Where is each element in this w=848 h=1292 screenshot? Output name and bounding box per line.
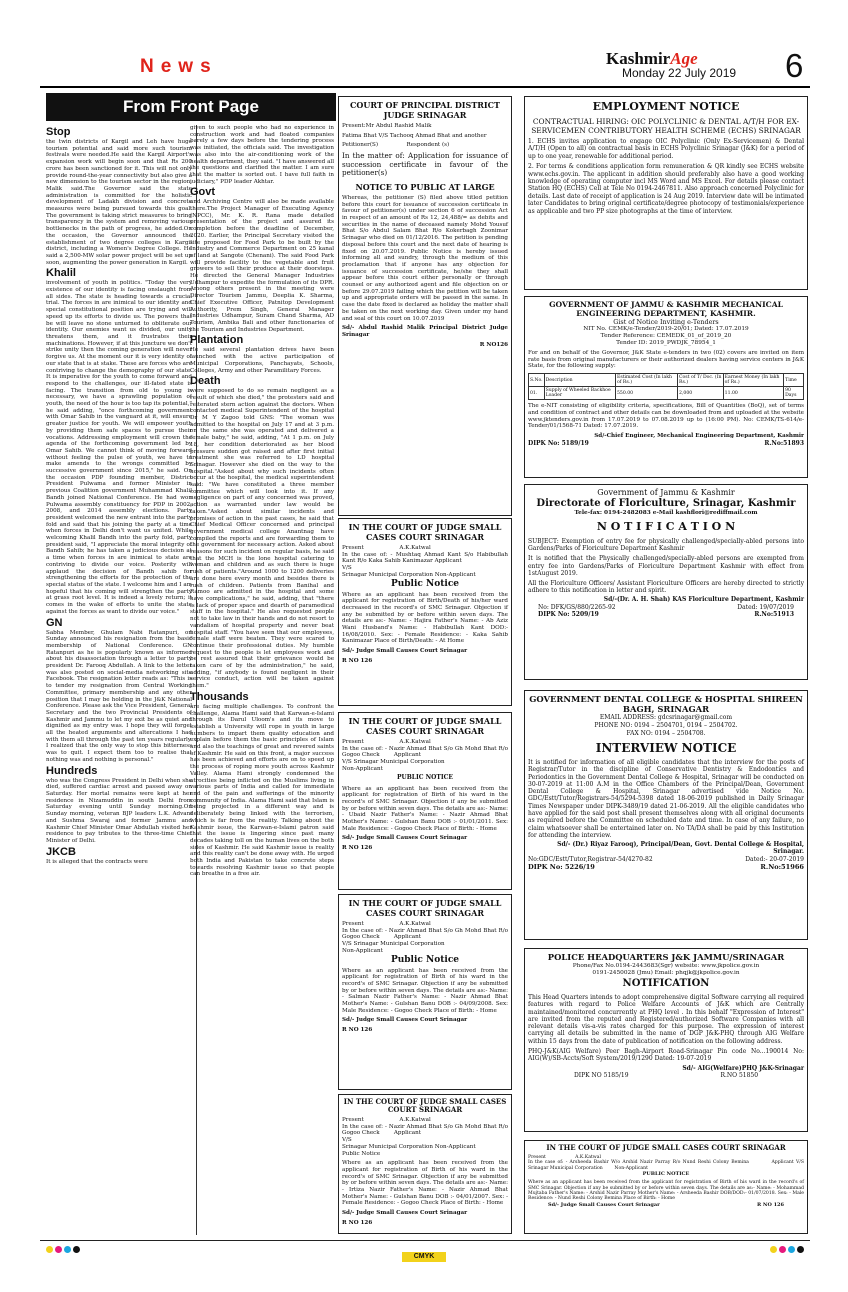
notice-para-2: 2. For terms & conditions application form remuneration & QR kindly see ECHS website www.echs.gov.in. The applicant in addition should preferably also have a good working knowledge of operating computer incl MS Word and MS Excel. For details please contact Station HQ (ECHS) Cell at Tele No 0194-2467811. Also approach concerned Polyclinic for details. Last date of receipt of application is 24 Aug 2019. Interview date will be intimated later Candidates to bring original certificate/degree photocopy of testimonials/experience as applicable and two PP size photographs at the time of interview.	[528, 163, 805, 215]
notice-footer	[528, 863, 804, 871]
story-heading: Stop	[46, 126, 71, 138]
story-text: It is alleged that the contracts were	[46, 858, 148, 865]
rno-number: R.No:51893	[764, 439, 804, 447]
notice-sign: Sd/- (Dr.) Riyaz Farooq), Principal/Dean, Govt. Dental College & Hospital, Srinagar.	[557, 841, 804, 855]
issue-date: Monday 22 July 2019	[622, 66, 737, 80]
notice-intro: For and on behalf of the Governor, J&K State e-tenders in two (02) covers are invited on item rate basis from original manufacturers or their authorized dealers having service centers in J&K State, for the following supply:	[528, 350, 804, 370]
notice-sign: Sd/- AIG(Welfare)PHQ J&K-Srinagar	[682, 1064, 804, 1072]
notice-title: Directorate of Floriculture, Srinagar, Kashmir	[536, 498, 796, 509]
notice-title: IN THE COURT OF JUDGE SMALL CASES COURT SRINAGAR	[546, 1143, 786, 1152]
notice-body: Whereas, the petitioner (S) filed above titled petition before this court for issuance of succession certificate in favour of petitioner(s) under section 6 of succession Act in respect of an amount of Rs 12, 24,488/= as debits and securities in the name of deceased namely Mohd Yousuf Bhat S/o Abdul Salam Bhat R/o Kokerbagh Zoonimar Srinagar who died on 01/12/2016. The petition is pending disposal before this court and the next date of hearing is fixed on 20.07.2019. Public Notice is hereby issued informing all and sundry, through the medium of this proclamation that if anyone has any objection for issuance of succession certificate, he/she they shall appear before this court either personally or through counsel or any authorized agent and file objection on or before 29.07.2019 failing which the petition will be taken up and appropriate orders will be passed in the same. In case the date fixed is declared as holiday the matter shall be taken on the next working day. Given under my hand and seal of this court on 10.07.2019	[342, 194, 508, 322]
notice-subtitle: CONTRACTUAL HIRING: OIC POLYCLINIC & DENTAL A/T/H FOR EX-SERVICEMEN CONTRIBUTORY HEALTH SCHEME (ECHS) SRINAGAR	[531, 117, 801, 135]
story-heading: Hundreds	[46, 764, 98, 777]
notice-heading: Public Notice	[390, 578, 460, 589]
notice-heading: PUBLIC NOTICE	[396, 773, 454, 781]
story-text: were supposed to do so remain negligent as a result of which she died," the protesters said and reiterated stern action against the doctors. When contacted medical Superintendent of the hospital Dr M Y Zagoo told GNS: "The woman was admitted to the hospital on July 17 and at 3 p.m. on the same she was operated and delivered a female baby," he said, adding, "At 1 p.m. on July 18, her condition deteriorated as her blood pressure sudden got raised and after first initial treatment she was referred to LD hospital Srinagar. However she died on the way to the hospital."Asked about why such incidents often occur at the hospital, the medical superintendent said: "We have constituted a three member committee which will look into it. If any negligence on part of any concerned was proved, action as warranted under law would be taken."Asked about similar incidents and promises of action in the past cases, he said that Chief Medical Officer concerned and principal government medical college Anantnag have compiled the reports and are forwarding them to the government for necessary action. Asked about reasons for such incident on regular basis, he said that the MCH is the lone hospital catering to woman and children and as such there is huge rush of patients."Around 1000 to 1200 deliveries are done here every month and besides there is rush of children. Patients from Banihal and Ramoo are admitted in the hospital and some have complications," he said, adding, that "there is lack of proper space and dearth of paramedical staff in the hospital." He also requested people not to take law in their hands and do not resort to vandalism of hospital property and never beat hospital staff. "You have seen that our employees, female staff were beaten. They were scared to continue their professional duties. My humble request to the people is let employees work and be rest assured that their grievance would be taken care of by the administration," he said, adding, "if anybody is found negligent in their service conduct, action will be taken against them."	[190, 388, 334, 690]
notice-footer	[528, 611, 804, 618]
court-notice-small-1	[338, 518, 512, 706]
dipk-number: DIPK NO 5185/19	[573, 1072, 629, 1080]
story-text: given to such people who had no experience in construction work and had floated companies barely a few days before the tendering process was initiated, the officials said. The investigation was also into the air-conditioning work of the health department, they said. "I have answered all the questions and clarified the matter. I am sure that the matter is sorted out. I have full faith in judiciary," PDP leader Akhtar.	[190, 125, 334, 185]
notice-parties: Petitioner(S) Respondent (s)	[342, 142, 450, 149]
notice-title: IN THE COURT OF JUDGE SMALL CASES COURT SRINAGAR	[348, 898, 502, 918]
notice-body: This Head Quarters intends to adopt comprehensive digital Software carrying all required features with regard to Police Welfare Accounts of J&K which are Centrally maintained/monitored concurrently at PHQ level . In this behalf "Expression of Interest" are invited from the reputed and Registered/authorized Software Companies with all relevant details vis-a-vis rates charged for this purpose. The expression of interest carrying all details be submitted in the name of DGP J&K-PHQ through AIG Welfare within 15 days from the date of publication of notification on the following address.	[528, 994, 804, 1045]
rno-number: R NO 126	[757, 1201, 784, 1208]
table-header: Earnest Money (In lakh of Rs.)	[723, 374, 783, 387]
notice-para-1: 1. ECHS invites application to engage OIC Polyclinic (Only Ex-Servicemen) & Dental A/T/H (Open to all) on contractual basis in ECHS Polyclinic Srinagar (J&K) for a period of up to one year, renewable for additional period.	[528, 138, 804, 160]
notice-body: Where as an applicant has been received from the applicant for registration of Birth of his ward in the record's of SMC Srinagar. Objection if any be submitted by or before within seven days. The details are as:- Name: - Ubaid Nazir Father's Name: - Nazir Ahmad Bhat Mother's Name: - Gulshan Banu DOB :- 01/01/2011. Sex: Male Residence: - Gogoo Check Place of Birth: - Home	[342, 785, 508, 832]
notice-body: Where as an applicant has been received from the applicant for registration of Birth of his ward in the record's of SMC Srinagar. Objection if any be submitted by or before within seven days. The details are as:- Name: - Mohammad Mujtaba Father's Name: - Arshid Nazir Parray Mother's Name: - Arsheeda Bashir DOB/DOD:- 01/07/2018. Sex: - Male Residence: - Nund Reshi Colony Bemina Place of Birth: - Home	[528, 1180, 804, 1202]
table-header: Cost of T/ Doc. (In Rs.)	[679, 375, 722, 386]
story-text: Sabha Member, Ghulam Nabi Ratanpuri, on Sunday announced his resignation from the basic membership of National Conference. GN Ratanpuri as he is popularly known as informed about his disassociation through a letter to party president Dr. Farooq Abdullah. A link to the letter was also posted on social-media networking site Facebook. The resignation letter reads as: "This is to tender my resignation from Central Working Committee, primary membership and any other position that I may be holding in the J&K National Conference. Please ask the Vice President, General Secretary and the two Provincial Presidents of Kashmir and Jammu to let my exit be as quiet and dignified as my entry was. I hope they will forget all the heated arguments and altercations I had with them all through the past ten years regularly. I realized that the only way to stop this bitterness was to quit. I expect them too to realise that nothing was and nothing is personal."	[46, 629, 192, 763]
news-column-1	[46, 125, 192, 1235]
notice-no: No:GDC/Estt/Tutor,Registrar-54/4270-82	[528, 855, 653, 863]
table-cell: Supply of Wheeled Backhoe Loader	[544, 387, 615, 400]
table-cell: 2,000	[678, 387, 724, 400]
magenta-dot	[55, 1246, 62, 1253]
notice-ref-row	[528, 856, 804, 863]
table-row	[529, 387, 804, 400]
notice-sign: Sd/- Judge Small Causes Court Srinagar	[548, 1201, 660, 1208]
table-header: Estimated Cost (In lakh of Rs.)	[616, 374, 678, 387]
notice-para-2: All the Floriculture Officers/ Assistant Floriculture Officers are hereby directed to strictly adhere to this notification in letter and spirit.	[528, 580, 804, 595]
notice-heading: N O T I F I C A T I O N	[596, 520, 736, 533]
tender-notice	[524, 296, 808, 478]
notice-title: POLICE HEADQUARTERS J&K JAMMU/SRINAGAR	[547, 952, 785, 962]
notice-body: Where as an applicant has been received from the applicant for registration of Birth of his ward in the record's of SMC Srinagar. Objection if any be submitted by or before within seven days. The details are as:- Name: - Irtiza Nazir Father's Name: - Nazir Ahmad Bhat Mother's Name: - Gulshan Banu DOB :- 04/01/2007. Sex: - Female Residence: - Gogoo Check Place of Birth: - Home	[342, 1160, 508, 1207]
story-heading: Plantation	[190, 334, 244, 347]
notice-gov: Government of Jammu & Kashmir	[597, 488, 735, 497]
dipk-number: DIPK No: 5226/19	[528, 862, 595, 871]
rno-number: R.No:51966	[760, 862, 804, 871]
notice-phone: PHONE NO: 0194 – 2504701, 0194 – 2504702.	[594, 722, 738, 729]
notice-rno: R NO 126	[342, 657, 373, 664]
table-header: Time	[784, 374, 804, 387]
logo-accent: Age	[670, 49, 698, 68]
notice-footer	[528, 1202, 804, 1208]
notice-rno: R NO 126	[342, 845, 373, 852]
notice-sign: Sd/- Judge Small Causes Court Srinagar	[342, 835, 468, 842]
story-heading: GN	[46, 616, 63, 629]
table-cell: 11.00	[723, 387, 783, 400]
rno-number: R.NO 51850	[720, 1072, 759, 1080]
dipk-number: DIPK No: 5189/19	[528, 439, 589, 447]
notice-sign: Sd/-(Dr. A. H. Shah) KAS Floriculture Department, Kashmir	[603, 596, 804, 604]
yellow-dot	[46, 1246, 53, 1253]
court-notice-succession	[338, 96, 512, 516]
notice-dated: Dated:- 20-07-2019	[745, 855, 804, 863]
logo-main: Kashmir	[606, 49, 671, 68]
notice-dated: Dated: 19/07/2019	[737, 604, 794, 612]
notice-body: Where as an applicant has been received from the applicant for registration of Birth of his ward in the record's of SMC Srinagar. Objection if any be submitted by or before within seven days. The details are as:- Name: - Salman Nazir Father's Name: - Nazir Ahmad Bhat Mother's Name: - Gulshan Banu DOB :- 04/09/2008. Sex: Male Residence: - Gogoo Check Place of Birth: - Home	[342, 967, 508, 1014]
notice-title: COURT OF PRINCIPAL DISTRICT JUDGE SRINAGAR	[350, 100, 500, 120]
notice-phone-2: 0191-2450028 (Jmu) Email: phqjk@jkpolice.gov.in	[592, 970, 740, 976]
court-notice-small-3	[338, 894, 512, 1090]
notice-gist: Gist of Notice Inviting e-Tenders	[613, 318, 719, 326]
notice-title: EMPLOYMENT NOTICE	[592, 100, 740, 113]
story-heading: Death	[190, 375, 221, 388]
table-header-row	[529, 374, 804, 387]
page-number: 6	[785, 47, 804, 84]
notice-title: IN THE COURT OF JUDGE SMALL CASES COURT SRINAGAR	[348, 716, 502, 736]
notice-ref-row	[528, 604, 804, 611]
black-dot	[797, 1246, 804, 1253]
notice-parties: Present A.K.Katwal In the case of: - Arsheeda Bashir W/o Arshid Nazir Parray R/o Nund Reshi Colony Bemina Applicant V/S Srinagar Municipal Corporation Non-Applicant	[528, 1155, 804, 1171]
notice-heading: PUBLIC NOTICE	[642, 1171, 690, 1178]
notice-contact: Tele-fax: 0194-2482083 e-Mail kashflori@rediffmail.com	[574, 510, 758, 516]
black-dot	[73, 1246, 80, 1253]
table-cell: 550.00	[616, 387, 678, 400]
court-notice-small-5	[524, 1140, 808, 1234]
notice-subject: SUBJECT: Exemption of entry fee for physically challenged/specially-abled persons into Gardens/Parks of Floriculture Department Kashmir	[528, 538, 804, 553]
notice-body: It is notified for information of all eligible candidates that the interview for the posts of Registrar/Tutor in the discipline of Conservative Dentistry & Endodontics and Periodontics in the Government Dental College & Hospital, Srinagar will be conducted on 30-07-2019 at 11:00 A.M in the Office Chambers of the Principal/Dean, Government Dental College & Hospital, Srinagar advertised vide Notice No. GDC/Estt/Tutor/Registrars-54/5294-5398 dated 18-06-2019 published in Daily Srinagar Times Newspaper under DIPK-3489/19 dated 21-06-2019. All the eligible candidates who have applied for the said post shall present themselves along with all original documents as required before the Committee on scheduled date and time. In case of any failure, no claim whatsoever shall be entertained later on. No TA/DA shall be paid by this Institution for attending the interview.	[528, 759, 804, 839]
notice-matter: In the matter of: Application for issuance of succession certificate in favour of the petitioner(s)	[342, 151, 508, 178]
notice-heading: NOTICE TO PUBLIC AT LARGE	[355, 181, 495, 192]
registration-marks-left	[46, 1246, 106, 1256]
dental-interview-notice	[524, 690, 808, 940]
notice-title: GOVERNMENT DENTAL COLLEGE & HOSPITAL SHIREEN BAGH, SRINAGAR	[529, 694, 803, 714]
notice-para-1: It is notified that the Physically challenged/specially-abled persons are exempted from entry fee into Gardens/Parks of Floriculture Department Kashmir with effect from 1stAugust 2019.	[528, 555, 804, 577]
footer-rule	[40, 1240, 810, 1241]
yellow-dot	[770, 1246, 777, 1253]
notice-present: Present:Mr Abdul Rashid Malik	[342, 123, 432, 129]
story-text: are facing multiple challenges. To confront the challenge, Alama Hami said that Karwan-e-Islami through its Darul Uloom's and its move to establish a University will rope in youth in large numbers to impart them quality education and explain before them the basic principles of Islam and also the teachings of great and revered saints of Kashmir. He said on this front, a major success has been achieved and efforts are on to speed up the process of roping more youth across Kashmir Valley. Alama Hami strongly condemned the atrocities being inflicted on the Muslims living in various parts of India and called for immediate end of the pain and sufferings of the minority community of India. Alama Hami said that Islam is being projected in a different way and is deliberately being linked with the terrorism, which is far from the reality. Talking about the Kashmir issue, the Karwan-e-Islami patron said that the issue is lingering since past many decades taking toll on the human lives on the both sides of Kashmir. He said Kashmir issue is reality and this reality can't be done away with. He urged both India and Pakistan to take concrete steps towards resolving Kashmir issue so that people can breathe in a free air.	[190, 703, 334, 878]
story-text: who was the Congress President in Delhi when she died, suffered cardiac arrest and passed away on Saturday. Her mortal remains were kept at her residence in Nizamuddin in south Delhi from Saturday evening until Sunday morning.On Sunday morning, veteran BJP leaders L.K. Advani and Sushma Swaraj and former Jammu and Kashmir Chief Minister Omar Abdullah visited her residence to pay tributes to the three-time Chief Minister of Delhi.	[46, 777, 192, 844]
employment-notice	[524, 96, 808, 290]
court-notice-small-4	[338, 1094, 512, 1234]
cyan-dot	[64, 1246, 71, 1253]
notice-rno: R NO 126	[342, 1219, 373, 1226]
notice-sign: Sd/- Judge Small Causes Court Srinagar	[342, 1210, 468, 1217]
tender-reference: Tender Reference: CEMEDK_01_of_2019_20	[600, 333, 732, 339]
tender-id: Tender ID: 2019_PWDJK_78954_1	[616, 340, 716, 346]
notice-rno: R NO 126	[342, 1027, 373, 1034]
section-title: News	[140, 56, 218, 77]
cmyk-strip: CMYK	[402, 1252, 446, 1262]
notice-sign: Sd/-Chief Engineer, Mechanical Engineering Department, Kashmir	[594, 432, 804, 439]
registration-marks-right	[770, 1246, 830, 1256]
tender-table	[528, 373, 804, 400]
notice-no: No: DFK/GS/880/2265-92	[538, 604, 616, 612]
notice-sign: Sd/- Judge Small Causes Court Srinagar	[342, 1017, 468, 1024]
magenta-dot	[779, 1246, 786, 1253]
story-heading: Thousands	[190, 690, 249, 703]
notice-footer	[528, 440, 804, 447]
notice-parties: Present A.K.Katwal In the case of: - Mushtaq Ahmad Kant S/o Habibullah Kant R/o Kaka Sahib Kanimazar Applicant V/S Srinagar Municipal Corporation Non-Applicant	[342, 545, 508, 578]
police-notification	[524, 948, 808, 1132]
notice-nit: NIT No. CEMK/e-Tender/2019-20/01; Dated: 17.07.2019	[583, 326, 749, 332]
floriculture-notice	[524, 484, 808, 680]
notice-footer	[528, 1072, 804, 1079]
cyan-dot	[788, 1246, 795, 1253]
notice-phone: Phone/Fax No.0194-2443683(Sgr) website: www.jkpolice.gov.in	[572, 963, 760, 969]
notice-case: Fatima Bhat V/S Tachooq Ahmad Bhat and another	[342, 132, 487, 139]
notice-address: PHQ-J&K(AIG Welfare) Peer Bagh-Airport Road-Srinagar Pin code No...190014 No: AIG(W)/SB-Accts/Soft System/2019/1290 Dated: 19-07-2019	[528, 1048, 804, 1063]
notice-title: IN THE COURT OF JUDGE SMALL CASES COURT SRINAGAR	[343, 1097, 507, 1114]
notice-email: EMAIL ADDRESS: gdcsrinagar@gmail.com	[599, 714, 733, 721]
notice-parties: Present A.K.Katwal In the case of: - Nazir Ahmad Bhat S/o Gh Mohd Bhat R/o Gogoo Check Applicant V/S Srinagar Municipal Corporation Non-Applicant	[342, 739, 508, 772]
table-header: Description	[544, 374, 615, 387]
notice-title: IN THE COURT OF JUDGE SMALL CASES COURT SRINAGAR	[348, 522, 502, 542]
dipk-number: DIPK No: 5209/19	[538, 611, 599, 619]
table-header: S.No.	[529, 374, 545, 387]
story-text: He said several plantation drives have been launched with the active participation of Municipal Corporations, Panchayats, Schools, Colleges, Army and other Paramilitary Forces.	[190, 347, 334, 374]
story-text: the twin districts of Kargil and Leh have huge tourism potential and said more such tourism festivals were needed.He said the Kargil Airport's expansion work will begin soon and that Rs 200 crore has been sanctioned for it. This will not only provide round-the-year connectivity but also give a new dimension to the tourism sector in the region, Malik said.The Governor said the state administration is committed for the holistic development of Ladakh division and concrete measures were being pursued towards this goal. The government is taking strict measures to bring transparency in the system and removing various bottlenecks in the path of progress, he added.On the occasion, the Governor announced the establishment of two degree colleges in Kargil district, including a Women's Degree College. He said a 2,500-MW solar power project will be set up soon, augmenting the power generation in Kargil.	[46, 139, 192, 266]
notice-fax: FAX NO: 0194 – 2504708.	[626, 730, 706, 737]
story-heading: Khalil	[46, 267, 76, 280]
notice-parties: Present A.K.Katwal In the case of: - Nazir Ahmad Bhat S/o Gh Mohd Bhat R/o Gogoo Check Applicant V/S Srinagar Municipal Corporation Non-Applicant	[342, 921, 508, 954]
notice-sign: Sd/- Abdul Rashid Malik Principal District Judge Srinagar	[342, 325, 508, 338]
notice-title: GOVERNMENT OF JAMMU & KASHMIR MECHANICAL ENGINEERING DEPARTMENT, KASHMIR.	[549, 300, 783, 318]
notice-body: Where as an applicant has been received from the applicant for registration of Birth/Death of his/her ward decreased in the record's of SMC Srinagar. Objection if any be submitted by or before within seven days. The details are as:- Name: - Hajira Father's Name: - Ab Aziz Wani Husband's Name: - Habibullah Kant DOD:- 16/08/2010. Sex: - Female Residence: - Kaka Sahib Kanimazar Place of Birth/Death: - At Home	[342, 591, 508, 645]
rno-number: R.No:51913	[754, 611, 794, 619]
notice-body: The e-NIT consisting of eligibility criteria, specifications, Bill of Quantities (BoQ), set of terms and condition of contract and other details can be downloaded from and uploaded at the website www.jktenders.gov.in from 17.07.2019 to 07.08.2019 up to (16:00 PM). No: CEMK/TS-614/e-Tender/01/1568-71 Dated: 17.07.2019.	[528, 403, 804, 430]
court-notice-small-2	[338, 712, 512, 890]
story-heading: JKCB	[46, 845, 76, 858]
notice-heading: Public Notice	[390, 954, 460, 965]
notice-heading: NOTIFICATION	[622, 978, 710, 989]
notice-parties: Present A.K.Katwal In the case of: - Nazir Ahmad Bhat S/o Gh Mohd Bhat R/o Gogoo Check Applicant V/S Srinagar Municipal Corporation Non-Applicant Public Notice	[342, 1117, 508, 1157]
front-page-banner: From Front Page	[46, 93, 336, 121]
notice-heading: INTERVIEW NOTICE	[595, 741, 737, 755]
notice-sign: Sd/- Judge Small Causes Court Srinagar	[342, 648, 468, 655]
story-heading: Govt	[190, 186, 216, 199]
table-cell: 01.	[529, 387, 545, 400]
story-text: involvement of youth in politics. "Today the very existence of our identity is facing onslaught from all sides. The state is heading towards a crucial trial. The forces in are inimical to our identity and special constitutional position are trying and will speed up its efforts to divide us. The powers that be will leave no stone unturned to obliterate our identity. Our enemies want us divided, our unity threatens them, and it frustrates their machinations. However, if at this juncture we don't strike unity then the coming generation will never forgive us. At the moment our it is very identity of our state that is at stake. These are forces who are contriving to change the demography of our state. It is imperative for the youth to come forward and respond to the challenges, our ill-fated state is facing. The transition from old to young is necessary, we have a sprawling population of youth, the need of the hour is too tap its potential," he said adding, "once forthcoming government with Omar Sahib in the vanguard at it, will ensure greater justice for youth. We will empower youth by providing them safe spaces to pursue their vocations. Addressing employment will crown the agenda of the forthcoming government led by Omar Sahib. We cannot think of moving forward without feeling the pulse of youth, we have to make amends to the wrongs committed by successive government since 2015," he said. On the occasion PDP founding member, District President Pulwama and former Minister in previous Coalition government Muhammad Khalil Bandh joined National Conference. He had won Pulwama assembly constituency for PDP in 2002, 2008, and 2014 assembly elections. Party president welcomed the new entrant into the party fold and said that his joining the party at a time when forces in Delhi don't want us united. While welcoming Khalil Bandh into the party fold, party president said, "I appreciate the moral integrity of Bandh Sahib; he has taken a judicious decision at a time when forces in are inimical to state are contriving to divide our voice. Posterity will applaud the decision of Bandh sahib for strengthening the efforts for the protection of the special status of the state. I welcome him and I am hopeful that his coming will strengthen the party at grass root level. It is indeed a lovely return; it comes in the wake of efforts to unite the state against the forces as want to divide our voice."	[46, 280, 192, 615]
story-text: and Archiving Centre will also be made available there.The Project Manager of Executing Agency (NPCC), Mr. K. R. Rana made detailed presentation of the project and assured its completion before the deadline of December, 2020. Earlier, the Principal Secretary visited the site proposed for Food Park to be built by the Industry and Commerce Department on 25 kanal of land at Sangote (Chenani). The said Food Park will provide facility to the vegetable and fruit growers to sell their produce at their doorsteps. He directed the General Manager Industries Udhampur to expedite the formulation of its DPR. Among others present in the meeting were Director Tourism Jammu, Deeplia K. Sharma, Chief Executive Officer, Patnitop Development Authority, Prem Singh, General Manager Industries Udhampur, Suram Chand Sharma, AD Tourism, Ambika Bali and other functionaries of the Tourism and Industries Department.	[190, 199, 334, 333]
news-column-2	[190, 125, 334, 1235]
table-cell: 90 Days	[784, 387, 804, 400]
notice-rno: R NO126	[479, 341, 508, 348]
masthead-rule	[40, 86, 810, 88]
